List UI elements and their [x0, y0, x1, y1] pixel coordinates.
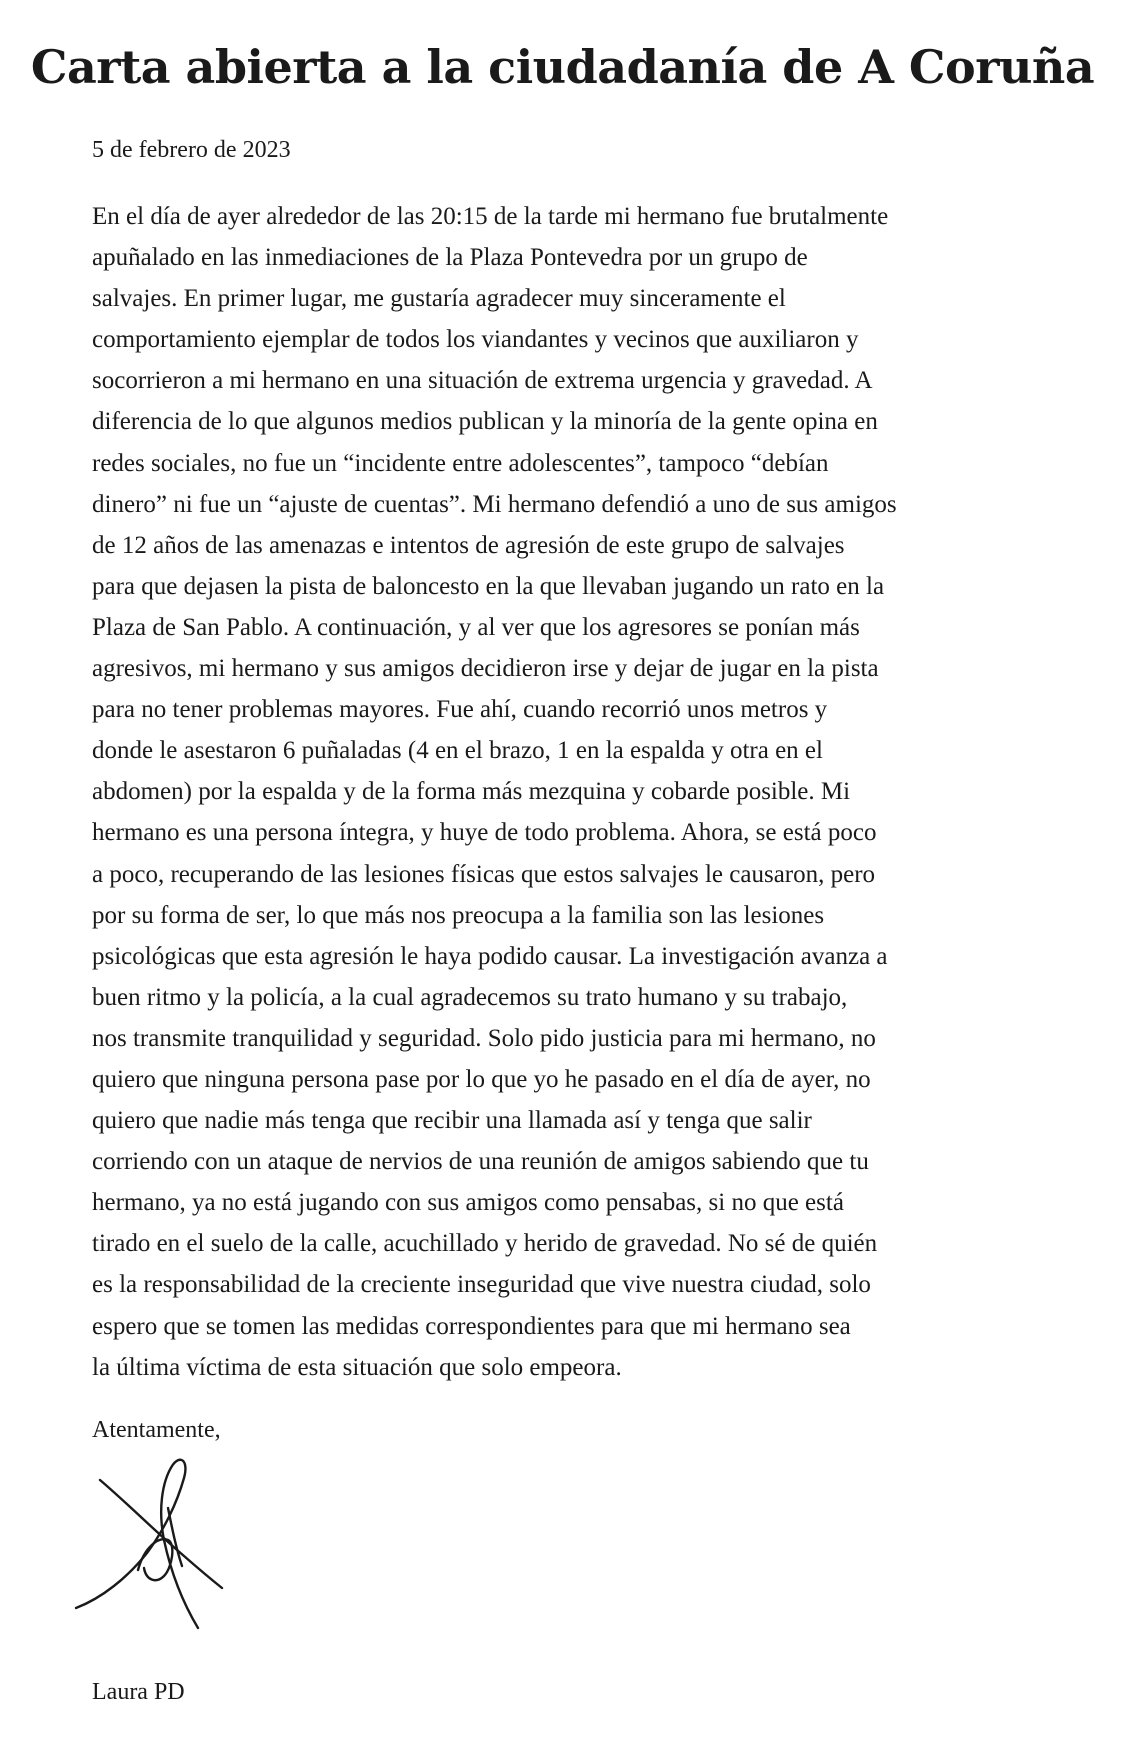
body-line: apuñalado en las inmediaciones de la Plaza Pontevedra por un grupo de — [92, 244, 808, 272]
body-line: para que dejasen la pista de baloncesto en la que llevaban jugando un rato en la — [92, 572, 885, 600]
body-line: agresivos, mi hermano y sus amigos decidieron irse y dejar de jugar en la pista — [92, 655, 879, 683]
signer-name: Laura PD — [92, 1679, 185, 1705]
body-line: corriendo con un ataque de nervios de una reunión de amigos sabiendo que tu — [92, 1148, 869, 1176]
body-line: espero que se tomen las medidas correspondientes para que mi hermano sea — [92, 1312, 851, 1340]
body-line: quiero que ninguna persona pase por lo que yo he pasado en el día de ayer, no — [92, 1065, 871, 1093]
body-line: por su forma de ser, lo que más nos preocupa a la familia son las lesiones — [92, 901, 825, 929]
letter-body — [92, 196, 1036, 1388]
body-line: Plaza de San Pablo. A continuación, y al ver que los agresores se ponían más — [92, 613, 860, 641]
body-line: hermano, ya no está jugando con sus amigos como pensabas, si no que está — [92, 1189, 844, 1217]
body-line: hermano es una persona íntegra, y huye de todo problema. Ahora, se está poco — [92, 819, 877, 847]
body-line: tirado en el suelo de la calle, acuchillado y herido de gravedad. No sé de quién — [92, 1230, 878, 1258]
body-line: es la responsabilidad de la creciente inseguridad que vive nuestra ciudad, solo — [92, 1271, 871, 1299]
body-line: de 12 años de las amenazas e intentos de agresión de este grupo de salvajes — [92, 531, 845, 559]
body-line: comportamiento ejemplar de todos los viandantes y vecinos que auxiliaron y — [92, 326, 859, 354]
body-line: dinero” ni fue un “ajuste de cuentas”. Mi hermano defendió a uno de sus amigos — [92, 490, 897, 518]
body-line: abdomen) por la espalda y de la forma más mezquina y cobarde posible. Mi — [92, 778, 851, 806]
letter-date: 5 de febrero de 2023 — [92, 137, 291, 163]
body-line: nos transmite tranquilidad y seguridad. Solo pido justicia para mi hermano, no — [92, 1024, 876, 1052]
body-line: socorrieron a mi hermano en una situación de extrema urgencia y gravedad. A — [92, 367, 873, 395]
letter-closing: Atentamente, — [92, 1417, 221, 1443]
body-line: quiero que nadie más tenga que recibir una llamada así y tenga que salir — [92, 1107, 812, 1135]
body-line: salvajes. En primer lugar, me gustaría agradecer muy sinceramente el — [92, 285, 786, 313]
body-line: para no tener problemas mayores. Fue ahí, cuando recorrió unos metros y — [92, 696, 828, 724]
handwritten-signature — [72, 1448, 232, 1638]
body-line: buen ritmo y la policía, a la cual agradecemos su trato humano y su trabajo, — [92, 983, 848, 1011]
letter-title: Carta abierta a la ciudadanía de A Coruña — [30, 40, 1095, 94]
body-line: la última víctima de esta situación que solo empeora. — [92, 1353, 622, 1381]
body-line: diferencia de lo que algunos medios publican y la minoría de la gente opina en — [92, 408, 878, 436]
body-line: psicológicas que esta agresión le haya podido causar. La investigación avanza a — [92, 942, 888, 970]
body-line: donde le asestaron 6 puñaladas (4 en el brazo, 1 en la espalda y otra en el — [92, 737, 823, 765]
body-line: redes sociales, no fue un “incidente entre adolescentes”, tampoco “debían — [92, 449, 829, 477]
body-line: En el día de ayer alrededor de las 20:15 de la tarde mi hermano fue brutalmente — [92, 203, 889, 230]
body-line: a poco, recuperando de las lesiones físicas que estos salvajes le causaron, pero — [92, 860, 876, 888]
